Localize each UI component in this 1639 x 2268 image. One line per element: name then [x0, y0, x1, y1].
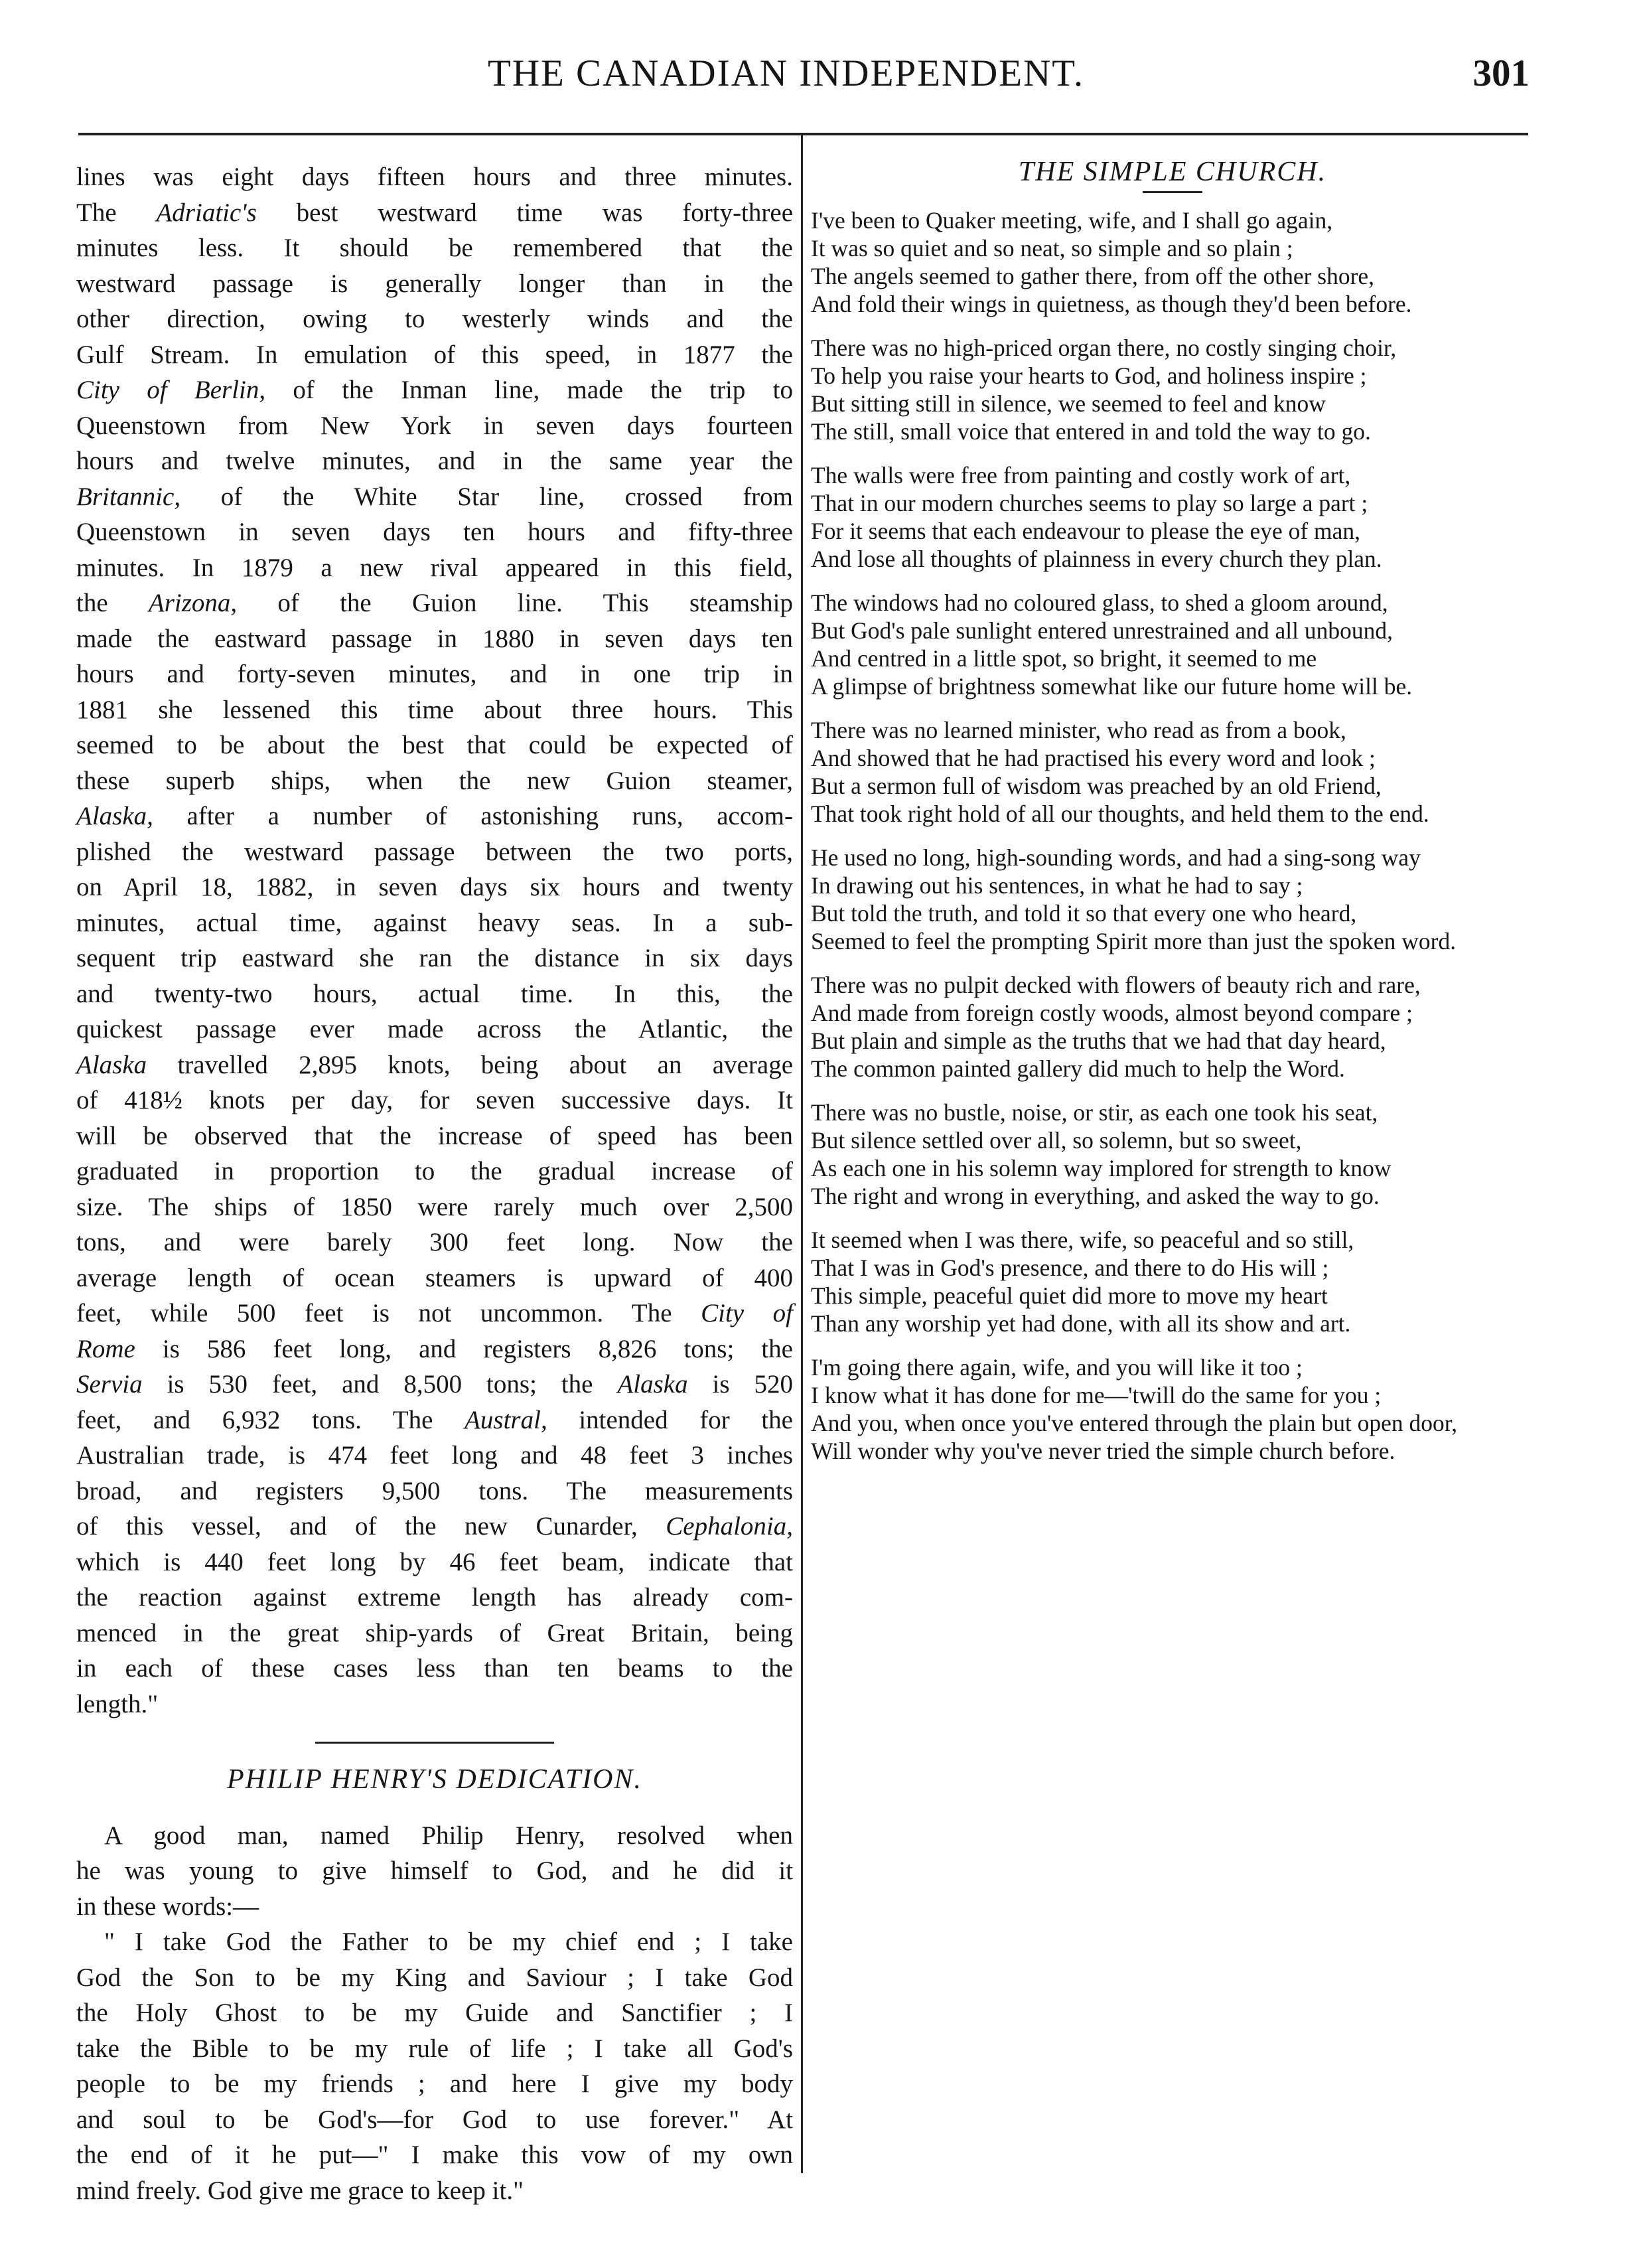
text-line: and soul to be God's—for God to use forever." At [76, 2105, 793, 2134]
header-rule [78, 133, 1528, 135]
verse-line: Seemed to feel the prompting Spirit more than just the spoken word. [811, 928, 1457, 954]
text-line: Rome is 586 feet long, and registers 8,826 tons; the [76, 1334, 793, 1363]
verse-line: To help you raise your hearts to God, and holiness inspire ; [811, 362, 1367, 389]
text-line: tons, and were barely 300 feet long. Now the [76, 1228, 793, 1256]
poem-stanza [811, 334, 1534, 445]
poem-stanza [811, 844, 1534, 955]
poem-stanza [811, 461, 1534, 573]
text-line: Queenstown from New York in seven days fourteen [76, 411, 793, 440]
text-line: quickest passage ever made across the Atlantic, the [76, 1015, 793, 1043]
text-line: minutes, actual time, against heavy seas. In a sub- [76, 908, 793, 937]
dedication-text [76, 1818, 793, 2209]
text-line: graduated in proportion to the gradual increase of [76, 1157, 793, 1185]
text-line: Servia is 530 feet, and 8,500 tons; the Alaska is 520 [76, 1370, 793, 1399]
text-line: feet, while 500 feet is not uncommon. The City of [76, 1299, 793, 1327]
verse-line: And made from foreign costly woods, almost beyond compare ; [811, 1000, 1413, 1026]
text-line: he was young to give himself to God, and he did it [76, 1856, 793, 1885]
verse-line: The right and wrong in everything, and asked the way to go. [811, 1183, 1380, 1209]
text-line: The Adriatic's best westward time was forty-three [76, 198, 794, 227]
text-line: A good man, named Philip Henry, resolved when [104, 1821, 793, 1850]
section-rule [315, 1742, 554, 1744]
verse-line: As each one in his solemn way implored for strength to know [811, 1155, 1391, 1181]
text-line: on April 18, 1882, in seven days six hours and twenty [76, 873, 793, 901]
poem-title: THE SIMPLE CHURCH. [1018, 157, 1327, 187]
text-line: lines was eight days fifteen hours and three minutes. [76, 163, 793, 191]
verse-line: A glimpse of brightness somewhat like our future home will be. [811, 673, 1413, 700]
verse-line: He used no long, high-sounding words, and had a sing-song way [811, 844, 1421, 871]
verse-line: It was so quiet and so neat, so simple and so plain ; [811, 235, 1293, 262]
verse-line: That took right hold of all our thoughts, and held them to the end. [811, 800, 1429, 827]
verse-line: Than any worship yet had done, with all its show and art. [811, 1310, 1351, 1337]
running-title: THE CANADIAN INDEPENDENT. [488, 52, 1085, 94]
poem-stanza [811, 1353, 1534, 1465]
verse-line: This simple, peaceful quiet did more to move my heart [811, 1282, 1328, 1309]
section-title: PHILIP HENRY'S DEDICATION. [226, 1764, 643, 1795]
poem-body [811, 206, 1534, 1465]
text-line: take the Bible to be my rule of life ; I take all God's [76, 2034, 793, 2063]
article-continuation [76, 159, 793, 1722]
verse-line: I've been to Quaker meeting, wife, and I shall go again, [811, 207, 1333, 234]
text-line: Queenstown in seven days ten hours and fifty-three [76, 518, 793, 546]
text-line: of 418½ knots per day, for seven successive days. It [76, 1086, 793, 1114]
verse-line: But God's pale sunlight entered unrestrained and all unbound, [811, 617, 1393, 644]
text-line: these superb ships, when the new Guion steamer, [76, 766, 793, 795]
verse-line: The walls were free from painting and costly work of art, [811, 462, 1351, 489]
text-line: the reaction against extreme length has already com- [76, 1583, 793, 1612]
poem-stanza [811, 716, 1534, 828]
text-line: the Arizona, of the Guion line. This steamship [76, 589, 793, 617]
left-column [76, 159, 793, 2208]
verse-line: The common painted gallery did much to help the Word. [811, 1055, 1345, 1082]
verse-line: There was no pulpit decked with flowers of beauty rich and rare, [811, 972, 1421, 998]
text-line: sequent trip eastward she ran the distance in six days [76, 944, 793, 972]
text-line: size. The ships of 1850 were rarely much over 2,500 [76, 1192, 793, 1221]
text-line: in these words:— [76, 1892, 259, 1921]
verse-line: I know what it has done for me—'twill do the same for you ; [811, 1382, 1382, 1408]
text-line: City of Berlin, of the Inman line, made the trip to [76, 376, 794, 404]
text-line: in each of these cases less than ten beams to the [76, 1654, 793, 1683]
verse-line: And showed that he had practised his every word and look ; [811, 745, 1376, 771]
text-line: length." [76, 1689, 159, 1718]
text-line: Alaska, after a number of astonishing runs, accom- [76, 802, 793, 830]
text-line: menced in the great ship-yards of Great Britain, being [76, 1618, 793, 1647]
page-number: 301 [1472, 52, 1530, 94]
text-line: and twenty-two hours, actual time. In this, the [76, 979, 793, 1008]
text-line: made the eastward passage in 1880 in seven days ten [76, 624, 793, 653]
verse-line: In drawing out his sentences, in what he had to say ; [811, 872, 1303, 899]
verse-line: And lose all thoughts of plainness in every church they plan. [811, 546, 1382, 572]
text-line: people to be my friends ; and here I give my body [76, 2070, 793, 2098]
verse-line: That I was in God's presence, and there to do His will ; [811, 1254, 1329, 1281]
text-line: mind freely. God give me grace to keep it." [76, 2176, 524, 2205]
text-line: Gulf Stream. In emulation of this speed, in 1877 the [76, 340, 793, 369]
poem-stanza [811, 589, 1534, 700]
text-line: plished the westward passage between the two ports, [76, 837, 793, 866]
verse-line: But told the truth, and told it so that every one who heard, [811, 900, 1357, 927]
text-line: 1881 she lessened this time about three hours. This [76, 695, 793, 724]
text-line: feet, and 6,932 tons. The Austral, intended for the [76, 1405, 793, 1434]
verse-line: That in our modern churches seems to play so large a part ; [811, 490, 1368, 516]
text-line: minutes. In 1879 a new rival appeared in this field, [76, 553, 793, 582]
verse-line: I'm going there again, wife, and you will like it too ; [811, 1354, 1303, 1381]
poem-stanza [811, 1226, 1534, 1337]
text-line: God the Son to be my King and Saviour ; I take God [76, 1963, 793, 1992]
poem-stanza [811, 1098, 1534, 1210]
verse-line: It seemed when I was there, wife, so peaceful and so still, [811, 1227, 1354, 1253]
text-line: seemed to be about the best that could be expected of [76, 731, 793, 759]
text-line: broad, and registers 9,500 tons. The measurements [76, 1476, 793, 1505]
verse-line: And fold their wings in quietness, as though they'd been before. [811, 291, 1412, 317]
text-line: the Holy Ghost to be my Guide and Sanctifier ; I [76, 1999, 793, 2027]
right-column [811, 158, 1534, 1481]
verse-line: But silence settled over all, so solemn, but so sweet, [811, 1127, 1302, 1154]
text-line: of this vessel, and of the new Cunarder, Cephalonia, [76, 1512, 793, 1541]
verse-line: And you, when once you've entered through the plain but open door, [811, 1410, 1458, 1436]
text-line: minutes less. It should be remembered that the [76, 234, 793, 262]
column-divider [801, 135, 803, 2173]
text-line: will be observed that the increase of speed has been [76, 1121, 793, 1150]
verse-line: But plain and simple as the truths that we had that day heard, [811, 1027, 1386, 1054]
text-line: average length of ocean steamers is upward of 400 [76, 1263, 793, 1292]
text-line: other direction, owing to westerly winds and the [76, 305, 793, 333]
page-header [0, 52, 1639, 105]
text-line: Britannic, of the White Star line, crossed from [76, 482, 793, 511]
text-line: the end of it he put—" I make this vow of my own [76, 2141, 793, 2169]
verse-line: Will wonder why you've never tried the simple church before. [811, 1438, 1395, 1464]
verse-line: But a sermon full of wisdom was preached by an old Friend, [811, 773, 1382, 799]
text-line: hours and twelve minutes, and in the same year the [76, 447, 793, 475]
text-line: hours and forty-seven minutes, and in one trip in [76, 660, 793, 688]
verse-line: There was no learned minister, who read as from a book, [811, 717, 1346, 743]
verse-line: There was no high-priced organ there, no costly singing choir, [811, 335, 1397, 361]
text-line: westward passage is generally longer than in the [76, 269, 793, 298]
verse-line: There was no bustle, noise, or stir, as each one took his seat, [811, 1099, 1378, 1126]
verse-line: The windows had no coloured glass, to shed a gloom around, [811, 589, 1388, 616]
text-line: " I take God the Father to be my chief end ; I take [104, 1928, 793, 1956]
poem-title-rule [1143, 191, 1202, 193]
verse-line: The angels seemed to gather there, from off the other shore, [811, 263, 1375, 289]
text-line: Alaska travelled 2,895 knots, being about an average [76, 1050, 793, 1079]
text-line: Australian trade, is 474 feet long and 48 feet 3 inches [76, 1441, 793, 1470]
verse-line: And centred in a little spot, so bright, it seemed to me [811, 645, 1317, 672]
poem-stanza [811, 206, 1534, 318]
verse-line: The still, small voice that entered in and told the way to go. [811, 418, 1371, 445]
text-line: which is 440 feet long by 46 feet beam, indicate that [76, 1547, 793, 1576]
verse-line: But sitting still in silence, we seemed to feel and know [811, 390, 1326, 417]
poem-stanza [811, 971, 1534, 1083]
verse-line: For it seems that each endeavour to please the eye of man, [811, 518, 1361, 544]
